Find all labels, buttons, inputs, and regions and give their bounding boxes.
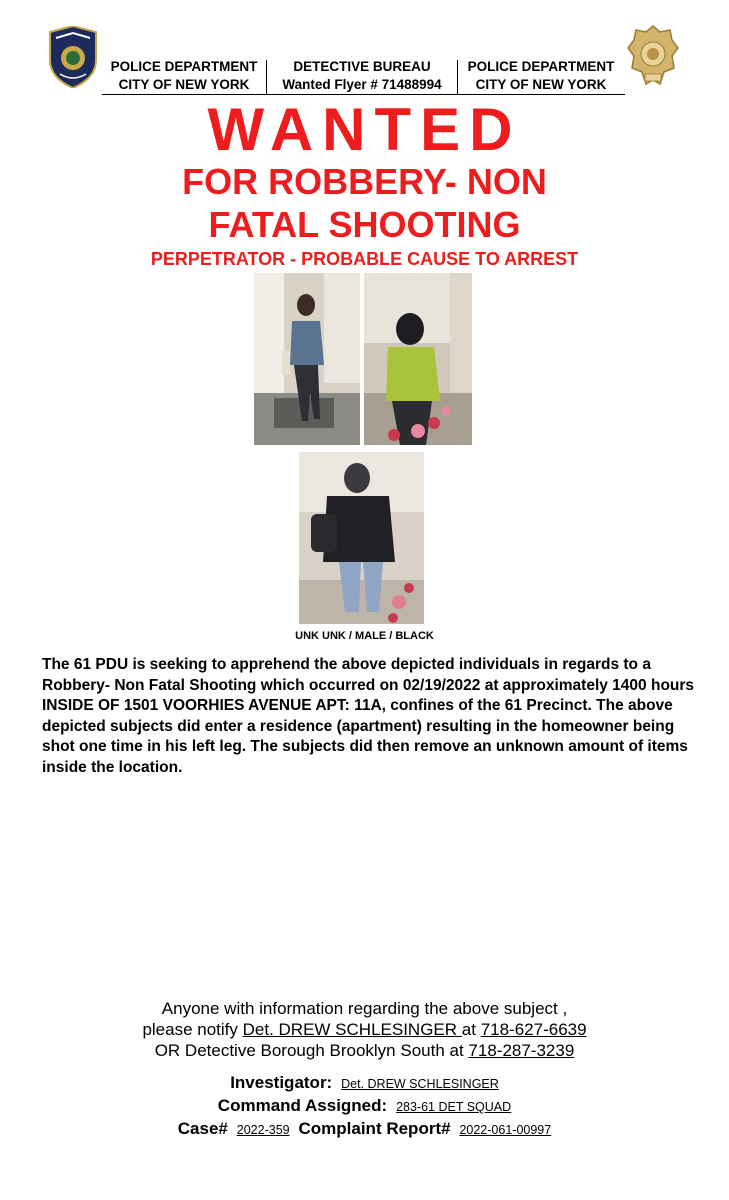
header-left-line2: CITY OF NEW YORK bbox=[118, 77, 250, 92]
case-info bbox=[0, 1072, 729, 1141]
header-right bbox=[458, 58, 624, 94]
contact-line-1: Anyone with information regarding the above subject , bbox=[161, 999, 568, 1018]
flyer-number: Wanted Flyer # 71488994 bbox=[282, 77, 442, 92]
investigator-row bbox=[0, 1072, 729, 1095]
complaint-value: 2022-061-00997 bbox=[459, 1123, 552, 1137]
detective-badge-icon bbox=[626, 24, 680, 90]
detective-phone: 718-627-6639 bbox=[480, 1020, 587, 1039]
crime-heading-line1: FOR ROBBERY- NON bbox=[182, 161, 547, 202]
nypd-patch-icon bbox=[46, 26, 100, 88]
probable-cause-subtitle: PERPETRATOR - PROBABLE CAUSE TO ARREST bbox=[150, 249, 579, 269]
borough-text: OR Detective Borough Brooklyn South at bbox=[154, 1041, 469, 1060]
contact-at-text: at bbox=[461, 1020, 481, 1039]
header-middle-line1: DETECTIVE BUREAU bbox=[293, 59, 431, 74]
contact-line-3 bbox=[0, 1040, 729, 1061]
header-left-line1: POLICE DEPARTMENT bbox=[110, 59, 258, 74]
header-divider bbox=[266, 60, 267, 94]
contact-notify-text: please notify bbox=[142, 1020, 243, 1039]
contact-line-2 bbox=[0, 1019, 729, 1040]
case-label: Case# bbox=[177, 1119, 228, 1138]
suspect-description: UNK UNK / MALE / BLACK bbox=[295, 630, 434, 642]
detective-name: Det. DREW SCHLESINGER bbox=[242, 1020, 462, 1039]
complaint-label: Complaint Report# bbox=[298, 1119, 451, 1138]
crime-heading-line2: FATAL SHOOTING bbox=[208, 204, 521, 245]
suspect-photo-2 bbox=[364, 273, 472, 445]
command-value: 283-61 DET SQUAD bbox=[396, 1100, 512, 1114]
header-right-line1: POLICE DEPARTMENT bbox=[467, 59, 615, 74]
case-value: 2022-359 bbox=[236, 1123, 290, 1137]
incident-narrative: The 61 PDU is seeking to apprehend the above depicted individuals in regards to a Robbery- Non Fatal Shooting which occurred on 02/19/2022 at approximately 1400 hours INSIDE OF 1501 VOORHIES AVENUE APT: 11A, confines of the 61 Precinct. The above depicted subjects did enter a residence (apartment) resulting in the homeowner being shot one time in his left leg. The subjects did then remove an unknown amount of items inside the location. bbox=[42, 656, 695, 776]
command-label: Command Assigned: bbox=[217, 1096, 388, 1115]
header-rule bbox=[102, 94, 625, 95]
case-row bbox=[0, 1118, 729, 1141]
suspect-photo-1 bbox=[254, 273, 360, 445]
borough-phone: 718-287-3239 bbox=[468, 1041, 575, 1060]
header-left bbox=[102, 58, 266, 94]
wanted-heading: WANTED bbox=[207, 96, 522, 163]
header-middle bbox=[268, 58, 456, 94]
contact-block bbox=[0, 998, 729, 1061]
header-right-line2: CITY OF NEW YORK bbox=[475, 77, 607, 92]
suspect-photo-3 bbox=[299, 452, 424, 624]
investigator-value: Det. DREW SCHLESINGER bbox=[341, 1077, 499, 1091]
crime-heading bbox=[0, 160, 729, 246]
investigator-label: Investigator: bbox=[230, 1073, 333, 1092]
command-row bbox=[0, 1095, 729, 1118]
